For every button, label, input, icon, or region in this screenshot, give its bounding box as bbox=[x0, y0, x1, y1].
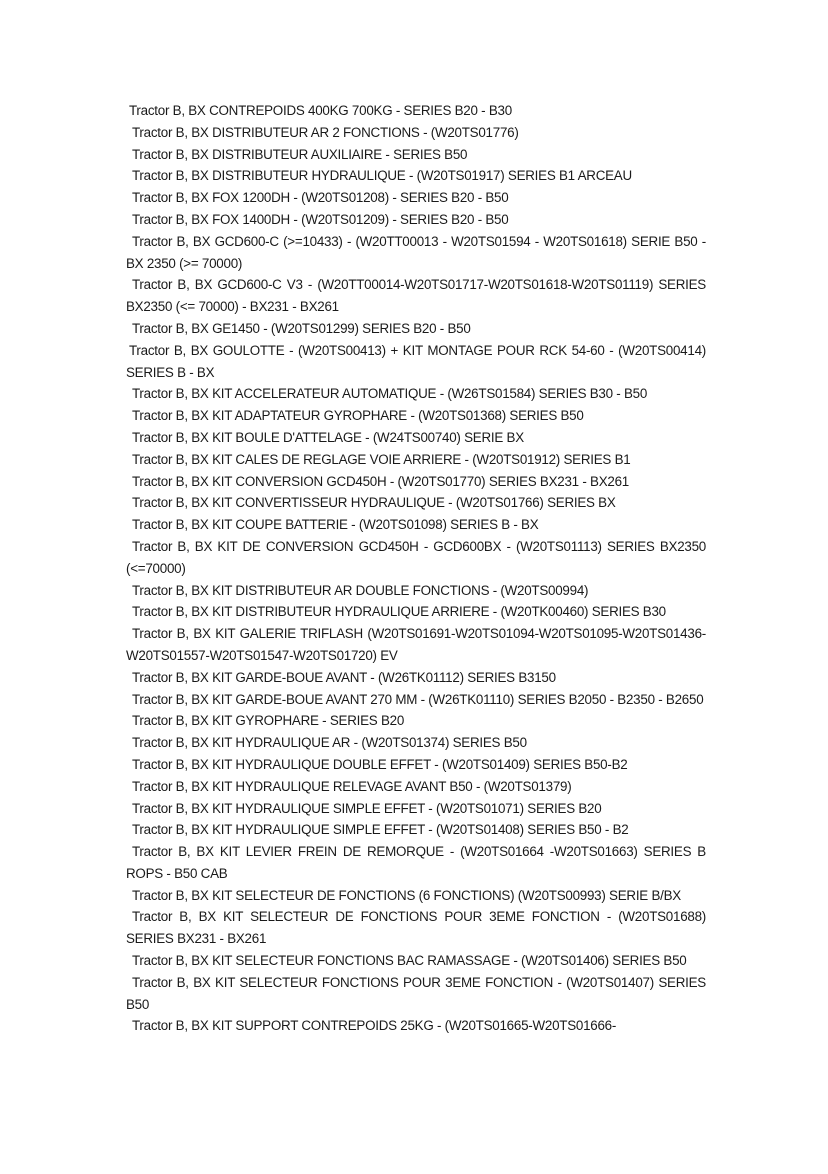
list-item: Tractor B, BX KIT SELECTEUR FONCTIONS POUR 3EME FONCTION - (W20TS01407) SERIES B50 bbox=[126, 974, 706, 1012]
list-item: Tractor B, BX KIT DISTRIBUTEUR AR DOUBLE FONCTIONS - (W20TS00994) bbox=[132, 582, 589, 598]
list-item: Tractor B, BX KIT HYDRAULIQUE SIMPLE EFFET - (W20TS01071) SERIES B20 bbox=[132, 800, 602, 816]
list-item: Tractor B, BX GE1450 - (W20TS01299) SERIES B20 - B50 bbox=[132, 320, 471, 336]
list-item: Tractor B, BX KIT ACCELERATEUR AUTOMATIQUE - (W26TS01584) SERIES B30 - B50 bbox=[132, 386, 648, 402]
list-item: Tractor B, BX KIT CONVERSION GCD450H - (W20TS01770) SERIES BX231 - BX261 bbox=[132, 473, 629, 489]
list-item: Tractor B, BX KIT SUPPORT CONTREPOIDS 25KG - (W20TS01665-W20TS01666- bbox=[132, 1018, 617, 1034]
list-item: Tractor B, BX KIT GARDE-BOUE AVANT 270 MM - (W26TK01110) SERIES B2050 - B2350 - B2650 bbox=[132, 691, 704, 707]
list-item: Tractor B, BX CONTREPOIDS 400KG 700KG - SERIES B20 - B30 bbox=[129, 103, 512, 118]
list-item: Tractor B, BX FOX 1200DH - (W20TS01208) - SERIES B20 - B50 bbox=[132, 190, 509, 206]
list-item: Tractor B, BX FOX 1400DH - (W20TS01209) - SERIES B20 - B50 bbox=[132, 211, 509, 227]
list-item: Tractor B, BX KIT HYDRAULIQUE AR - (W20TS01374) SERIES B50 bbox=[132, 735, 527, 751]
list-item: Tractor B, BX KIT SELECTEUR DE FONCTIONS (6 FONCTIONS) (W20TS00993) SERIE B/BX bbox=[132, 887, 681, 903]
list-item: Tractor B, BX KIT HYDRAULIQUE DOUBLE EFFET - (W20TS01409) SERIES B50-B2 bbox=[132, 756, 628, 772]
list-item: Tractor B, BX KIT GARDE-BOUE AVANT - (W26TK01112) SERIES B3150 bbox=[132, 669, 556, 685]
list-item: Tractor B, BX KIT HYDRAULIQUE RELEVAGE AVANT B50 - (W20TS01379) bbox=[132, 778, 572, 794]
list-item: Tractor B, BX DISTRIBUTEUR AR 2 FONCTIONS - (W20TS01776) bbox=[132, 124, 519, 140]
list-item: Tractor B, BX KIT GYROPHARE - SERIES B20 bbox=[132, 713, 405, 729]
list-item: Tractor B, BX GOULOTTE - (W20TS00413) + KIT MONTAGE POUR RCK 54-60 - (W20TS00414) SERIES B - BX bbox=[126, 342, 706, 380]
list-item: Tractor B, BX GCD600-C V3 - (W20TT00014-W20TS01717-W20TS01618-W20TS01119) SERIES BX2350 (<= 70000) - BX231 - BX261 bbox=[126, 277, 706, 315]
list-item: Tractor B, BX KIT CALES DE REGLAGE VOIE ARRIERE - (W20TS01912) SERIES B1 bbox=[132, 451, 631, 467]
list-item: Tractor B, BX KIT COUPE BATTERIE - (W20TS01098) SERIES B - BX bbox=[132, 517, 539, 533]
list-item: Tractor B, BX KIT HYDRAULIQUE SIMPLE EFFET - (W20TS01408) SERIES B50 - B2 bbox=[132, 822, 629, 838]
parts-list bbox=[126, 100, 706, 1037]
list-item: Tractor B, BX DISTRIBUTEUR AUXILIAIRE - SERIES B50 bbox=[132, 146, 468, 162]
list-item: Tractor B, BX KIT SELECTEUR DE FONCTIONS POUR 3EME FONCTION - (W20TS01688) SERIES BX231 - BX261 bbox=[126, 909, 706, 947]
list-item: Tractor B, BX KIT BOULE D'ATTELAGE - (W24TS00740) SERIE BX bbox=[132, 429, 524, 445]
list-item: Tractor B, BX KIT CONVERTISSEUR HYDRAULIQUE - (W20TS01766) SERIES BX bbox=[132, 495, 616, 511]
list-item: Tractor B, BX GCD600-C (>=10433) - (W20TT00013 - W20TS01594 - W20TS01618) SERIE B50 - BX 2350 (>= 70000) bbox=[126, 233, 706, 271]
list-item: Tractor B, BX DISTRIBUTEUR HYDRAULIQUE - (W20TS01917) SERIES B1 ARCEAU bbox=[132, 168, 632, 184]
list-item: Tractor B, BX KIT SELECTEUR FONCTIONS BAC RAMASSAGE - (W20TS01406) SERIES B50 bbox=[132, 953, 687, 969]
list-item: Tractor B, BX KIT DE CONVERSION GCD450H - GCD600BX - (W20TS01113) SERIES BX2350 (<=70000) bbox=[126, 538, 706, 576]
list-item: Tractor B, BX KIT LEVIER FREIN DE REMORQUE - (W20TS01664 -W20TS01663) SERIES B ROPS - B50 CAB bbox=[126, 844, 706, 881]
list-item: Tractor B, BX KIT GALERIE TRIFLASH (W20TS01691-W20TS01094-W20TS01095-W20TS01436-W20TS01557-W20TS01547-W20TS01720) EV bbox=[126, 626, 706, 663]
list-item: Tractor B, BX KIT DISTRIBUTEUR HYDRAULIQUE ARRIERE - (W20TK00460) SERIES B30 bbox=[132, 604, 666, 620]
list-item: Tractor B, BX KIT ADAPTATEUR GYROPHARE - (W20TS01368) SERIES B50 bbox=[132, 408, 584, 424]
